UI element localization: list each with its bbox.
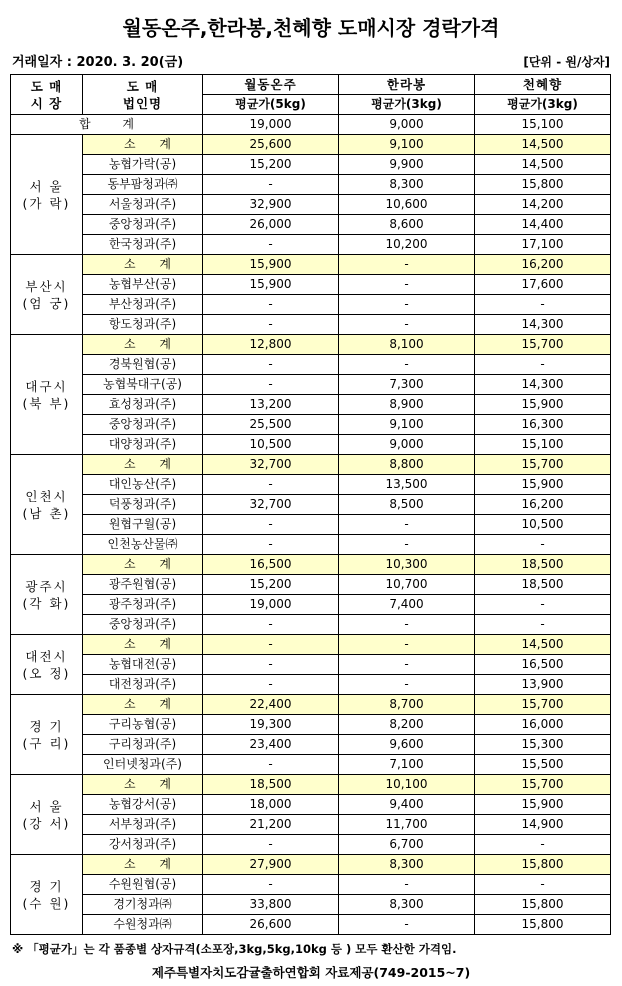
table-row: [11, 175, 611, 195]
table-row: [11, 375, 611, 395]
cell-p3: 15,100: [475, 435, 611, 455]
header-row-1: [11, 75, 611, 95]
corp-name-cell: 농협대전(공): [83, 655, 203, 675]
subtotal-p2: 8,300: [339, 855, 475, 875]
corp-name-cell: 덕풍청과(주): [83, 495, 203, 515]
table-row: [11, 515, 611, 535]
col-subhead-product-1: 평균가(5kg): [203, 95, 339, 115]
cell-p2: 13,500: [339, 475, 475, 495]
cell-p2: -: [339, 355, 475, 375]
subtotal-p3: 15,700: [475, 775, 611, 795]
cell-p1: -: [203, 755, 339, 775]
subtotal-label: 소 계: [83, 555, 203, 575]
cell-p2: 8,200: [339, 715, 475, 735]
cell-p2: -: [339, 675, 475, 695]
table-row: [11, 195, 611, 215]
subtotal-label: 소 계: [83, 695, 203, 715]
corp-name-cell: 농협가락(공): [83, 155, 203, 175]
table-row-subtotal: [11, 855, 611, 875]
grand-total-p2: 9,000: [339, 115, 475, 135]
table-row: [11, 295, 611, 315]
cell-p1: -: [203, 655, 339, 675]
subtotal-p2: 10,300: [339, 555, 475, 575]
table-row-subtotal: [11, 775, 611, 795]
corp-name-cell: 항도청과(주): [83, 315, 203, 335]
cell-p3: 15,500: [475, 755, 611, 775]
subtotal-p2: -: [339, 635, 475, 655]
table-row: [11, 275, 611, 295]
cell-p1: -: [203, 235, 339, 255]
cell-p1: 10,500: [203, 435, 339, 455]
cell-p1: 19,300: [203, 715, 339, 735]
cell-p2: 7,400: [339, 595, 475, 615]
corp-name-cell: 수원원협(공): [83, 875, 203, 895]
cell-p3: 16,500: [475, 655, 611, 675]
table-row: [11, 235, 611, 255]
cell-p3: -: [475, 535, 611, 555]
table-row: [11, 895, 611, 915]
cell-p1: -: [203, 175, 339, 195]
subtotal-p2: 8,100: [339, 335, 475, 355]
cell-p2: -: [339, 295, 475, 315]
cell-p3: 15,800: [475, 175, 611, 195]
subtotal-p1: 27,900: [203, 855, 339, 875]
table-row: [11, 495, 611, 515]
unit-label: [단위 - 원/상자]: [523, 55, 610, 69]
cell-p3: 16,300: [475, 415, 611, 435]
col-subhead-product-3: 평균가(3kg): [475, 95, 611, 115]
table-row: [11, 575, 611, 595]
market-name-cell: 경 기 (구 리): [11, 695, 83, 775]
cell-p2: 7,300: [339, 375, 475, 395]
cell-p1: 32,700: [203, 495, 339, 515]
cell-p3: -: [475, 295, 611, 315]
cell-p2: -: [339, 615, 475, 635]
corp-name-cell: 인터넷청과(주): [83, 755, 203, 775]
table-row: [11, 875, 611, 895]
cell-p3: -: [475, 355, 611, 375]
table-row: [11, 535, 611, 555]
cell-p1: -: [203, 315, 339, 335]
cell-p3: 14,300: [475, 375, 611, 395]
subtotal-p1: 32,700: [203, 455, 339, 475]
cell-p1: -: [203, 375, 339, 395]
cell-p1: 15,200: [203, 155, 339, 175]
cell-p3: -: [475, 875, 611, 895]
cell-p3: 15,300: [475, 735, 611, 755]
table-row-subtotal: [11, 455, 611, 475]
cell-p1: -: [203, 835, 339, 855]
cell-p2: 9,000: [339, 435, 475, 455]
corp-name-cell: 중앙청과(주): [83, 215, 203, 235]
subtotal-p2: -: [339, 255, 475, 275]
subtotal-p2: 9,100: [339, 135, 475, 155]
cell-p2: 9,600: [339, 735, 475, 755]
footnote: ※ 「평균가」는 각 품종별 상자규격(소포장,3kg,5kg,10kg 등 ) 모두 환산한 가격임.: [12, 942, 457, 956]
subtotal-p1: -: [203, 635, 339, 655]
cell-p2: 6,700: [339, 835, 475, 855]
cell-p2: 10,700: [339, 575, 475, 595]
corp-name-cell: 서울청과(주): [83, 195, 203, 215]
cell-p3: -: [475, 595, 611, 615]
cell-p2: -: [339, 275, 475, 295]
table-row-subtotal: [11, 555, 611, 575]
cell-p1: 19,000: [203, 595, 339, 615]
corp-name-cell: 구리농협(공): [83, 715, 203, 735]
corp-name-cell: 동부팜청과㈜: [83, 175, 203, 195]
cell-p3: 14,500: [475, 155, 611, 175]
table-row: [11, 915, 611, 935]
table-row: [11, 435, 611, 455]
subtotal-p2: 10,100: [339, 775, 475, 795]
table-row-grand-total: [11, 115, 611, 135]
cell-p1: -: [203, 875, 339, 895]
corp-name-cell: 강서청과(주): [83, 835, 203, 855]
cell-p3: 18,500: [475, 575, 611, 595]
cell-p3: 14,900: [475, 815, 611, 835]
cell-p3: 14,400: [475, 215, 611, 235]
cell-p1: 26,000: [203, 215, 339, 235]
table-row: [11, 215, 611, 235]
subtotal-p1: 25,600: [203, 135, 339, 155]
cell-p2: 10,200: [339, 235, 475, 255]
cell-p1: -: [203, 295, 339, 315]
corp-name-cell: 서부청과(주): [83, 815, 203, 835]
cell-p2: -: [339, 655, 475, 675]
grand-total-label: 합 계: [11, 115, 203, 135]
subtotal-label: 소 계: [83, 135, 203, 155]
subtotal-label: 소 계: [83, 255, 203, 275]
cell-p2: -: [339, 515, 475, 535]
cell-p1: 23,400: [203, 735, 339, 755]
cell-p1: 32,900: [203, 195, 339, 215]
cell-p3: -: [475, 615, 611, 635]
table-row-subtotal: [11, 695, 611, 715]
market-name-cell: 대구시 (북 부): [11, 335, 83, 455]
subtotal-p3: 16,200: [475, 255, 611, 275]
cell-p2: -: [339, 915, 475, 935]
cell-p2: 10,600: [339, 195, 475, 215]
market-name-cell: 인천시 (남 촌): [11, 455, 83, 555]
corp-name-cell: 인천농산물㈜: [83, 535, 203, 555]
trade-date-label: 거래일자 : 2020. 3. 20(금): [12, 55, 184, 70]
cell-p2: 8,500: [339, 495, 475, 515]
cell-p3: 14,200: [475, 195, 611, 215]
subtotal-p3: 14,500: [475, 135, 611, 155]
col-head-product-3: 천혜향: [475, 75, 611, 95]
cell-p2: -: [339, 535, 475, 555]
cell-p3: 15,900: [475, 475, 611, 495]
corp-name-cell: 광주청과(주): [83, 595, 203, 615]
table-row: [11, 355, 611, 375]
cell-p3: 17,600: [475, 275, 611, 295]
table-row-subtotal: [11, 335, 611, 355]
cell-p2: -: [339, 875, 475, 895]
table-row: [11, 595, 611, 615]
cell-p2: 9,100: [339, 415, 475, 435]
cell-p2: 7,100: [339, 755, 475, 775]
cell-p2: 11,700: [339, 815, 475, 835]
source-credit: 제주특별자치도감귤출하연합회 자료제공(749-2015~7): [151, 965, 471, 980]
price-table: [10, 74, 611, 935]
subtotal-p3: 15,800: [475, 855, 611, 875]
subtotal-label: 소 계: [83, 335, 203, 355]
table-row: [11, 735, 611, 755]
cell-p1: -: [203, 615, 339, 635]
table-row: [11, 315, 611, 335]
cell-p3: 15,900: [475, 395, 611, 415]
cell-p2: 8,600: [339, 215, 475, 235]
table-row-subtotal: [11, 255, 611, 275]
cell-p2: 9,400: [339, 795, 475, 815]
cell-p3: 13,900: [475, 675, 611, 695]
market-name-cell: 대전시 (오 정): [11, 635, 83, 695]
cell-p2: 8,300: [339, 175, 475, 195]
col-subhead-product-2: 평균가(3kg): [339, 95, 475, 115]
subtotal-p1: 22,400: [203, 695, 339, 715]
cell-p1: -: [203, 475, 339, 495]
market-name-cell: 부산시 (엄 궁): [11, 255, 83, 335]
table-row: [11, 155, 611, 175]
subtotal-p1: 15,900: [203, 255, 339, 275]
market-name-cell: 서 울 (가 락): [11, 135, 83, 255]
cell-p3: 16,000: [475, 715, 611, 735]
corp-name-cell: 효성청과(주): [83, 395, 203, 415]
cell-p3: 15,800: [475, 895, 611, 915]
col-head-market: 도 매 시 장: [11, 75, 83, 115]
subtotal-label: 소 계: [83, 635, 203, 655]
corp-name-cell: 대인농산(주): [83, 475, 203, 495]
cell-p1: -: [203, 515, 339, 535]
subtotal-label: 소 계: [83, 455, 203, 475]
cell-p1: 13,200: [203, 395, 339, 415]
cell-p2: -: [339, 315, 475, 335]
cell-p3: -: [475, 835, 611, 855]
col-head-product-1: 월동온주: [203, 75, 339, 95]
grand-total-p1: 19,000: [203, 115, 339, 135]
cell-p3: 14,300: [475, 315, 611, 335]
corp-name-cell: 중앙청과(주): [83, 415, 203, 435]
market-name-cell: 경 기 (수 원): [11, 855, 83, 935]
table-row: [11, 475, 611, 495]
cell-p3: 15,800: [475, 915, 611, 935]
col-head-corp: 도 매 법인명: [83, 75, 203, 115]
cell-p1: -: [203, 355, 339, 375]
table-row: [11, 815, 611, 835]
corp-name-cell: 대전청과(주): [83, 675, 203, 695]
subtotal-p3: 18,500: [475, 555, 611, 575]
market-name-cell: 서 울 (강 서): [11, 775, 83, 855]
cell-p3: 16,200: [475, 495, 611, 515]
subtotal-label: 소 계: [83, 855, 203, 875]
corp-name-cell: 구리청과(주): [83, 735, 203, 755]
cell-p2: 9,900: [339, 155, 475, 175]
cell-p1: 33,800: [203, 895, 339, 915]
corp-name-cell: 경북원협(공): [83, 355, 203, 375]
page-title: 월동온주,한라봉,천혜향 도매시장 경락가격: [122, 16, 500, 40]
table-row: [11, 675, 611, 695]
grand-total-p3: 15,100: [475, 115, 611, 135]
cell-p1: -: [203, 675, 339, 695]
subtotal-label: 소 계: [83, 775, 203, 795]
table-row: [11, 715, 611, 735]
subtotal-p1: 18,500: [203, 775, 339, 795]
cell-p3: 15,900: [475, 795, 611, 815]
cell-p1: 15,200: [203, 575, 339, 595]
corp-name-cell: 경기청과㈜: [83, 895, 203, 915]
table-row-subtotal: [11, 635, 611, 655]
cell-p2: 8,900: [339, 395, 475, 415]
corp-name-cell: 농협강서(공): [83, 795, 203, 815]
cell-p1: 25,500: [203, 415, 339, 435]
cell-p2: 8,300: [339, 895, 475, 915]
table-body: [11, 115, 611, 935]
table-row: [11, 615, 611, 635]
market-name-cell: 광주시 (각 화): [11, 555, 83, 635]
corp-name-cell: 농협북대구(공): [83, 375, 203, 395]
subtotal-p1: 16,500: [203, 555, 339, 575]
corp-name-cell: 광주원협(공): [83, 575, 203, 595]
table-row: [11, 415, 611, 435]
subtotal-p3: 15,700: [475, 335, 611, 355]
subtotal-p3: 15,700: [475, 455, 611, 475]
table-row: [11, 755, 611, 775]
cell-p3: 10,500: [475, 515, 611, 535]
subtotal-p3: 15,700: [475, 695, 611, 715]
table-row: [11, 835, 611, 855]
subtotal-p2: 8,700: [339, 695, 475, 715]
corp-name-cell: 농협부산(공): [83, 275, 203, 295]
table-row: [11, 395, 611, 415]
subtotal-p3: 14,500: [475, 635, 611, 655]
cell-p1: 21,200: [203, 815, 339, 835]
corp-name-cell: 중앙청과(주): [83, 615, 203, 635]
corp-name-cell: 부산청과(주): [83, 295, 203, 315]
cell-p1: 18,000: [203, 795, 339, 815]
corp-name-cell: 수원청과㈜: [83, 915, 203, 935]
table-row: [11, 795, 611, 815]
subtotal-p1: 12,800: [203, 335, 339, 355]
cell-p1: -: [203, 535, 339, 555]
table-row: [11, 655, 611, 675]
corp-name-cell: 한국청과(주): [83, 235, 203, 255]
table-row-subtotal: [11, 135, 611, 155]
cell-p1: 26,600: [203, 915, 339, 935]
corp-name-cell: 원협구월(공): [83, 515, 203, 535]
table-head: [11, 75, 611, 115]
corp-name-cell: 대양청과(주): [83, 435, 203, 455]
cell-p1: 15,900: [203, 275, 339, 295]
meta-row: [10, 51, 612, 70]
subtotal-p2: 8,800: [339, 455, 475, 475]
col-head-product-2: 한라봉: [339, 75, 475, 95]
cell-p3: 17,100: [475, 235, 611, 255]
